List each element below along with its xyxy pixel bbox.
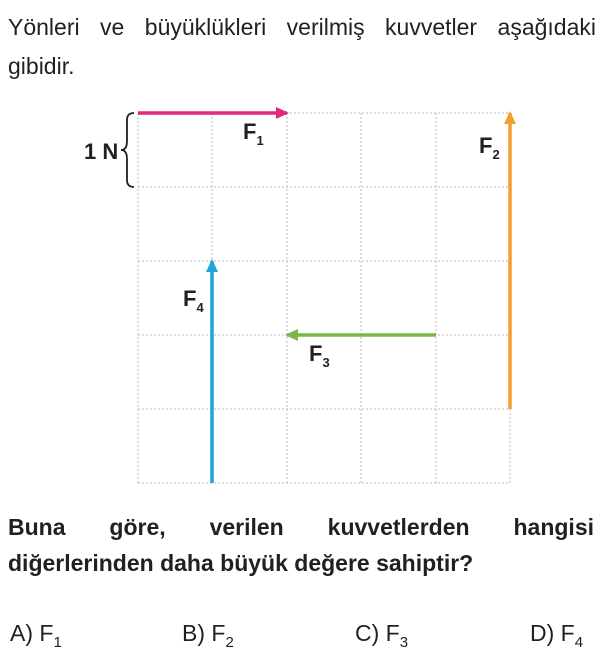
option-b-letter: F <box>211 620 226 646</box>
option-d-key: D) <box>530 620 555 646</box>
option-d-sub: 4 <box>574 634 584 651</box>
force-label-f2: $F_2$ <box>479 133 500 162</box>
option-c-sub: 3 <box>399 634 409 651</box>
scale-label: 1 N <box>84 139 119 164</box>
answer-options <box>0 620 603 660</box>
option-b[interactable] <box>182 620 234 651</box>
brace-icon <box>121 113 134 187</box>
option-a[interactable] <box>10 620 62 651</box>
option-a-key: A) <box>10 620 33 646</box>
force-label-f3: $F_3$ <box>309 341 330 370</box>
option-b-sub: 2 <box>225 634 234 651</box>
option-b-key: B) <box>182 620 205 646</box>
question-text: Buna göre, verilen kuvvetlerden hangisi diğerlerinden daha büyük değere sahiptir? <box>8 514 594 576</box>
option-d-letter: F <box>560 620 575 646</box>
option-a-sub: 1 <box>53 634 62 651</box>
force-label-f4: $F_4$ <box>183 286 204 315</box>
option-c-key: C) <box>355 620 380 646</box>
intro-text: Yönleri ve büyüklükleri verilmiş kuvvetler aşağıdaki gibidir. <box>8 14 596 79</box>
option-d[interactable] <box>530 620 583 651</box>
option-a-letter: F <box>39 620 54 646</box>
force-label-f1: $F_1$ <box>243 119 264 148</box>
scale-bracket <box>84 113 134 187</box>
option-c[interactable] <box>355 620 408 651</box>
option-c-letter: F <box>385 620 400 646</box>
